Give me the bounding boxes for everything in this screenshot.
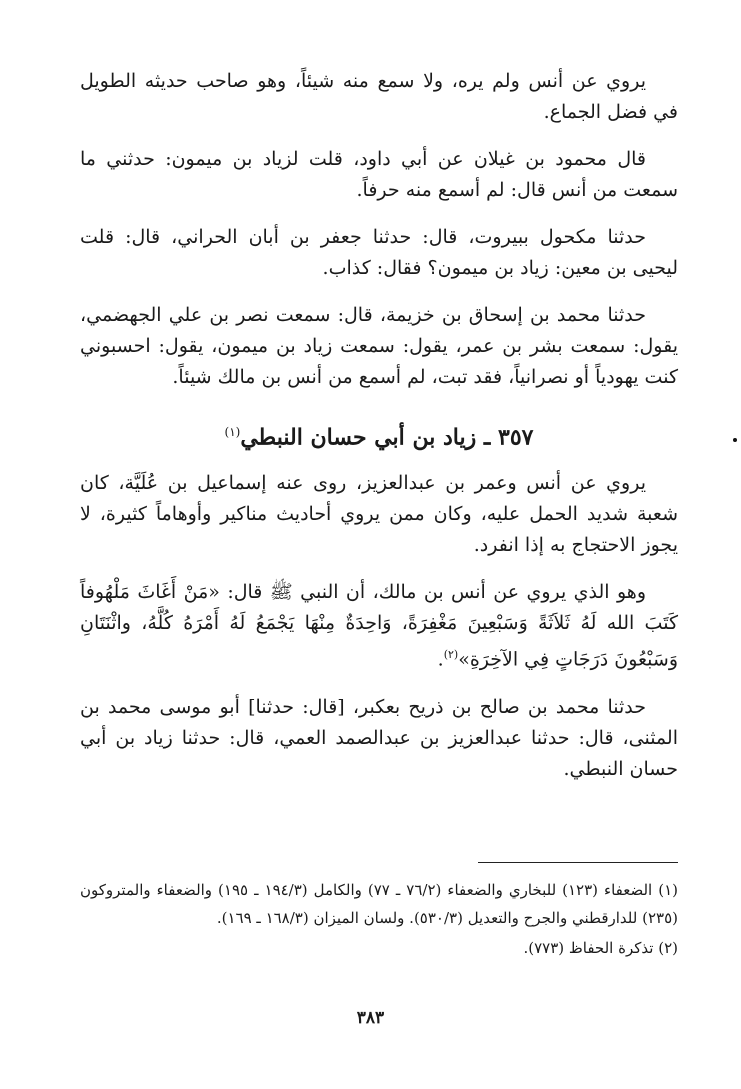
hadith-intro: وهو الذي يروي عن أنس بن مالك، أن النبي ﷺ قال: <box>227 581 647 604</box>
entry-paragraph-1: يروي عن أنس وعمر بن عبدالعزيز، روى عنه إسماعيل بن عُلَيَّة، كان شعبة شديد الحمل عليه، وكان ممن يروي أحاديث مناكير وأوهاماً كثيرة، لا يجوز الاحتجاج به إذا انفرد. <box>80 472 678 557</box>
entry-paragraph-2 <box>80 577 678 675</box>
page-number: ٣٨٣ <box>356 1008 385 1028</box>
entry-heading <box>80 415 678 454</box>
hadith-quote: «مَنْ أَغَاثَ مَلْهُوفاً كَتَبَ الله لَهُ ثَلاَثَةً وَسَبْعِينَ مَغْفِرَةً، وَاحِدَةٌ مِنْهَا يَجْمَعُ لَهُ أَمْرَهُ كُلَّهُ، واثْنَتَانِ وَسَبْعُونَ دَرَجَاتٍ فِي الآخِرَةِ» <box>80 581 678 671</box>
hadith-footnote-ref: (٢) <box>443 648 459 662</box>
entry-footnote-ref: (١) <box>224 425 241 439</box>
paragraph-4: حدثنا محمد بن إسحاق بن خزيمة، قال: سمعت نصر بن علي الجهضمي، يقول: سمعت بشر بن عمر، يقول: سمعت زياد بن ميمون، يقول: احسبوني كنت يهودياً أو نصرانياً، فقد تبت، لم أسمع من أنس بن مالك شيئاً. <box>80 304 678 388</box>
hadith-end: . <box>437 648 444 671</box>
entry-dash: ـ <box>483 424 491 451</box>
entry-number: ٣٥٧ <box>498 424 534 451</box>
footnotes <box>80 876 678 964</box>
entry-name: زياد بن أبي حسان النبطي <box>240 424 477 451</box>
paragraph-1: يروي عن أنس ولم يره، ولا سمع منه شيئاً، وهو صاحب حديثه الطويل في فضل الجماع. <box>80 70 678 123</box>
paragraph-2: قال محمود بن غيلان عن أبي داود، قلت لزياد بن ميمون: حدثني ما سمعت من أنس قال: لم أسمع منه حرفاً. <box>80 148 678 201</box>
footnote-1: (١) الضعفاء (١٢٣) للبخاري والضعفاء (٧٦/٢ ـ ٧٧) والكامل (١٩٤/٣ ـ ١٩٥) والضعفاء والمتروكون (٢٣٥) للدارقطني والجرح والتعديل (٥٣٠/٣). ولسان الميزان (١٦٨/٣ ـ ١٦٩). <box>80 881 679 927</box>
entry-paragraph-3: حدثنا محمد بن صالح بن ذريح بعكبر، [قال: حدثنا] أبو موسى محمد بن المثنى، قال: حدثنا عبدالعزيز بن عبدالصمد العمي، قال: حدثنا زياد بن أبي حسان النبطي. <box>80 695 678 780</box>
footnote-2: (٢) تذكرة الحفاظ (٧٧٣). <box>523 939 678 957</box>
paragraph-3: حدثنا مكحول ببيروت، قال: حدثنا جعفر بن أبان الحراني، قال: قلت ليحيى بن معين: زياد بن ميمون؟ فقال: كذاب. <box>80 226 678 279</box>
margin-mark <box>733 438 737 442</box>
page-body <box>80 66 678 801</box>
footnote-divider <box>478 862 678 863</box>
